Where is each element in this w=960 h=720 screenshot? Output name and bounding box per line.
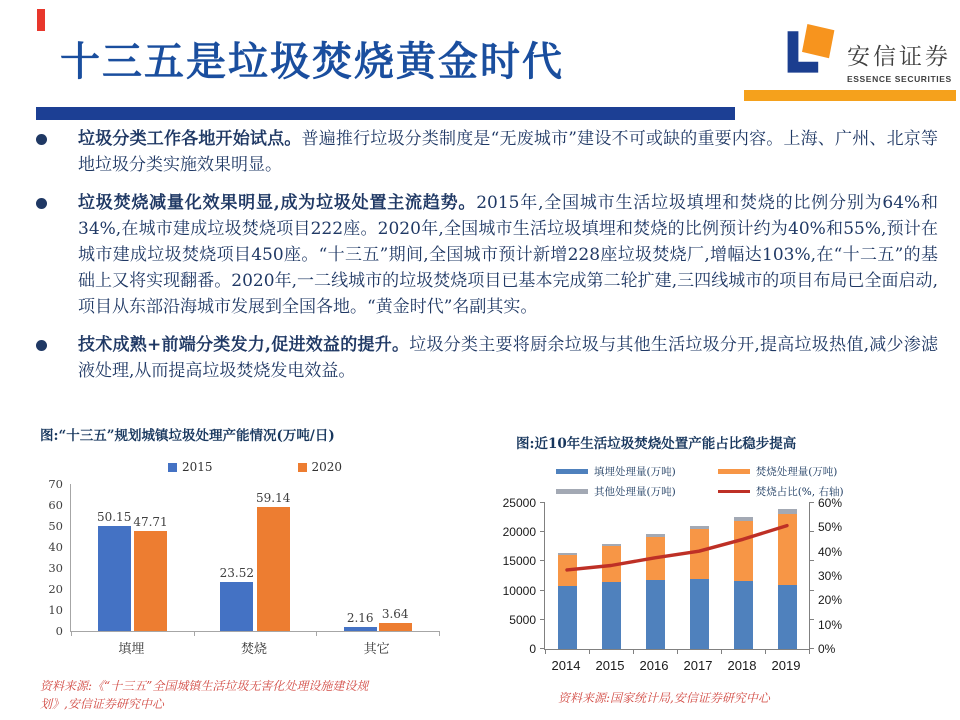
bar-2020-其它 [379,623,412,631]
y-tick-label: 10000 [502,583,536,598]
bullet-item-3 [36,332,938,384]
x-tick-label: 2015 [595,658,625,673]
x-axis-tick [71,631,72,636]
y-tick-label: 20% [818,593,843,608]
bar-value-label: 59.14 [256,490,291,505]
legend-item-填埋处理量(万吨): 填埋处理量(万吨) [556,464,676,479]
x-tick-label: 2019 [771,658,801,673]
y-tick-label: 50 [48,519,63,533]
page-title: 十三五是垃圾焚烧黄金时代 [60,40,564,84]
y-tick-label: 25000 [502,496,536,510]
header-rule-orange [744,90,956,101]
x-axis-tick [677,649,678,654]
bar-wrap [97,484,131,631]
y-tick-label: 60% [818,496,843,510]
y-tick-label: 40% [818,544,843,559]
bar-2020-填埋 [134,531,167,631]
bar-group-焚烧 [194,484,317,631]
y-tick-label: 15000 [502,554,536,569]
left-chart-title: 图:“十三五”规划城镇垃圾处理产能情况(万吨/日) [40,428,335,444]
x-axis-tick [439,631,440,636]
y-tick-label: 40 [48,540,63,554]
bullet-text: 垃圾分类主要将厨余垃圾与其他生活垃圾分开,提高垃圾热值,减少渗滤液处理,从而提高垃圾焚烧发电效益。 [78,335,938,381]
legend-swatch-icon [168,463,177,472]
y-tick-label: 0 [529,642,536,656]
left-chart-bars [71,484,439,631]
left-chart-x-labels [70,632,438,657]
logo-text [847,38,952,84]
x-tick-label: 2016 [639,658,669,673]
essence-logo-icon [784,24,838,78]
bullet-item-1 [36,126,938,178]
y-tick-label: 30 [48,561,63,575]
bar-value-label: 23.52 [219,565,254,580]
legend-item-其他处理量(万吨): 其他处理量(万吨) [556,484,676,499]
x-axis-tick [721,649,722,654]
bar-value-label: 3.64 [381,607,409,622]
bar-value-label: 50.15 [96,509,132,524]
source-note-right: 资料来源:国家统计局,安信证券研究中心 [558,691,770,705]
bar-group-填埋 [71,484,194,631]
right-chart-body [498,496,950,656]
legend-item-2015: 2015 [168,460,213,474]
bar-2015-其它 [344,627,377,632]
legend-swatch-icon [298,463,307,472]
x-tick-label: 填埋 [118,642,145,657]
x-tick-label: 2018 [727,658,757,673]
x-axis-tick [633,649,634,654]
bar-2015-焚烧 [220,582,253,631]
left-chart-legend [40,460,470,474]
legend-swatch-icon [718,490,750,493]
bar-wrap [133,484,167,631]
bullet-list [36,126,938,396]
y-tick-label: 30% [818,569,843,583]
x-axis-tick [765,649,766,654]
x-tick-label: 焚烧 [241,642,268,657]
bar-value-label: 47.71 [133,514,168,529]
bullet-item-2 [36,190,938,320]
legend-swatch-icon [718,469,750,474]
ratio-line-chart [545,503,809,649]
y-tick-label: 0 [55,624,63,638]
y-tick-label: 20000 [502,525,536,540]
x-tick-label: 2014 [551,658,581,673]
left-chart-plot [70,484,439,632]
logo [784,24,952,84]
right-chart-title: 图:近10年生活垃圾焚烧处置产能占比稳步提高 [516,436,797,452]
y-axis-tick [540,560,545,561]
legend-item-2020: 2020 [298,460,343,474]
y-tick-label: 20 [48,582,63,596]
right-chart-x-labels [544,650,808,673]
x-axis-tick [194,631,195,636]
bar-wrap [220,484,254,631]
x-tick-label: 2017 [683,658,713,673]
y-tick-label: 60 [48,498,63,512]
left-chart-body [40,477,470,638]
legend-item-焚烧占比(%, 右轴): 焚烧占比(%, 右轴) [718,484,844,499]
y-axis-tick [540,502,545,503]
bar-wrap [256,484,290,631]
right-chart-legend [556,464,844,499]
left-chart-y-axis [40,477,70,638]
x-axis-tick [589,649,590,654]
x-tick-label: 其它 [363,642,390,657]
legend-swatch-icon [556,489,588,494]
y-axis-tick [540,619,545,620]
x-axis-tick [809,649,810,654]
y-axis-tick [540,590,545,591]
bar-value-label: 2.16 [346,610,374,625]
x-axis-tick [545,649,546,654]
y-axis-tick [540,531,545,532]
right-chart [498,432,950,673]
y-tick-label: 0% [818,642,836,656]
y-tick-label: 70 [48,477,63,491]
bullet-text: 普遍推行垃圾分类制度是“无废城市”建设不可或缺的重要内容。上海、广州、北京等地垃圾分类实施效果明显。 [78,129,938,175]
bar-2015-填埋 [98,526,131,631]
bar-wrap [379,484,412,631]
source-note-left: 资料来源:《“十三五”全国城镇生活垃圾无害化处理设施建设规划》,安信证券研究中心 [40,679,369,711]
y-tick-label: 10 [48,603,63,617]
y-tick-label: 5000 [509,612,536,627]
corner-red-mark [37,9,45,31]
right-chart-plot [544,503,810,650]
bullet-lead: 垃圾分类工作各地开始试点。 [78,129,302,149]
bar-group-其它 [316,484,439,631]
logo-subtitle: ESSENCE SECURITIES [847,74,952,84]
y-tick-label: 50% [818,520,843,535]
right-chart-left-axis [498,496,544,656]
bullet-lead: 垃圾焚烧减量化效果明显,成为垃圾处置主流趋势。 [78,193,477,213]
right-chart-right-axis [810,496,854,656]
logo-name: 安信证券 [847,43,951,69]
y-tick-label: 10% [818,617,843,632]
left-chart [40,424,470,657]
header-rule-blue [36,107,735,120]
bar-wrap [344,484,377,631]
legend-item-焚烧处理量(万吨): 焚烧处理量(万吨) [718,464,844,479]
bar-2020-焚烧 [257,507,290,631]
legend-swatch-icon [556,469,588,474]
bullet-lead: 技术成熟+前端分类发力,促进效益的提升。 [78,335,410,355]
bullet-text: 2015年,全国城市生活垃圾填埋和焚烧的比例分别为64%和34%,在城市建成垃圾焚烧项目222座。2020年,全国城市生活垃圾填埋和焚烧的比例预计约为40%和55%,预计在城市建成垃圾焚烧项目450座。“十三五”期间,全国城市预计新增228座垃圾焚烧厂,增幅达103%,在“十二五”的基础上又将实现翻番。2020年,一二线城市的垃圾焚烧项目已基本完成第二轮扩建,三四线城市的项目布局已全面启动,项目从东部沿海城市发展到全国各地。“黄金时代”名副其实。 [78,193,938,317]
x-axis-tick [316,631,317,636]
ratio-line [567,526,787,570]
